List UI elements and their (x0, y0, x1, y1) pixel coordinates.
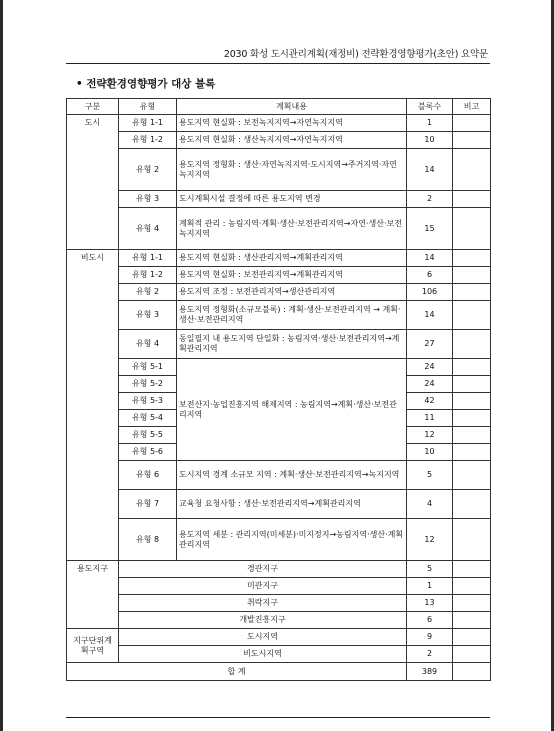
remarks-cell (453, 115, 491, 132)
group-label: 도시 (67, 115, 119, 250)
content-cell: 용도지역 세분 : 관리지역(미세분)·미지정지→농림지역·생산·계획관리지역 (177, 519, 407, 561)
district-label: 개발진흥지구 (119, 612, 407, 629)
table-row (67, 330, 491, 359)
district-label: 도시지역 (119, 629, 407, 646)
remarks-cell (453, 393, 491, 410)
count-cell: 14 (407, 149, 453, 191)
table-row (67, 519, 491, 561)
remarks-cell (453, 561, 491, 578)
district-label: 취락지구 (119, 595, 407, 612)
count-cell: 9 (407, 629, 453, 646)
type-cell: 유형 5-5 (119, 427, 177, 444)
table-row (67, 115, 491, 132)
group-label: 지구단위계획구역 (67, 629, 119, 663)
type-cell: 유형 5-4 (119, 410, 177, 427)
type-cell: 유형 7 (119, 490, 177, 519)
count-cell: 6 (407, 267, 453, 284)
content-cell: 도시계획시설 결정에 따른 용도지역 변경 (177, 191, 407, 208)
type-cell: 유형 2 (119, 284, 177, 301)
table-row (67, 284, 491, 301)
type-cell: 유형 1-1 (119, 250, 177, 267)
remarks-cell (453, 427, 491, 444)
type-cell: 유형 3 (119, 191, 177, 208)
count-cell: 15 (407, 208, 453, 250)
table-row (67, 461, 491, 490)
remarks-cell (453, 301, 491, 330)
content-cell: 용도지역 현실화 : 생산녹지지역→자연녹지지역 (177, 132, 407, 149)
remarks-cell (453, 646, 491, 663)
type-cell: 유형 5-6 (119, 444, 177, 461)
remarks-cell (453, 663, 491, 681)
content-cell: 용도지역 현실화 : 생산관리지역→계획관리지역 (177, 250, 407, 267)
table-header-row (67, 99, 491, 115)
type-cell: 유형 2 (119, 149, 177, 191)
type-cell: 유형 3 (119, 301, 177, 330)
type-cell: 유형 1-2 (119, 267, 177, 284)
type-cell: 유형 1-2 (119, 132, 177, 149)
header-category: 구분 (67, 99, 119, 115)
table-row (67, 250, 491, 267)
count-cell: 11 (407, 410, 453, 427)
table-row (67, 561, 491, 578)
content-cell: 용도지역 현실화 : 보전관리지역→계획관리지역 (177, 267, 407, 284)
remarks-cell (453, 250, 491, 267)
remarks-cell (453, 359, 491, 376)
table-row (67, 578, 491, 595)
count-cell: 27 (407, 330, 453, 359)
count-cell: 24 (407, 376, 453, 393)
count-cell: 12 (407, 427, 453, 444)
remarks-cell (453, 612, 491, 629)
group-label: 용도지구 (67, 561, 119, 629)
count-cell: 24 (407, 359, 453, 376)
type-cell: 유형 4 (119, 330, 177, 359)
content-cell: 도시지역 경계 소규모 지역 : 계획·생산·보전관리지역→녹지지역 (177, 461, 407, 490)
document-header: 2030 화성 도시관리계획(재정비) 전략환경영향평가(초안) 요약문 (223, 49, 488, 60)
total-label: 합 계 (67, 663, 407, 681)
table-row (67, 490, 491, 519)
total-count: 389 (407, 663, 453, 681)
table-row (67, 359, 491, 376)
header-type: 유형 (119, 99, 177, 115)
header-content: 계획내용 (177, 99, 407, 115)
remarks-cell (453, 578, 491, 595)
section-title: • 전략환경영향평가 대상 블록 (76, 78, 216, 90)
district-label: 비도시지역 (119, 646, 407, 663)
count-cell: 2 (407, 191, 453, 208)
remarks-cell (453, 376, 491, 393)
header-count: 블록수 (407, 99, 453, 115)
content-cell: 용도지역 정형화 : 생산·자연녹지지역·도시지역→주거지역·자연녹지지역 (177, 149, 407, 191)
count-cell: 4 (407, 490, 453, 519)
table-row (67, 646, 491, 663)
content-cell: 용도지역 현실화 : 보전녹지지역→자연녹지지역 (177, 115, 407, 132)
table-row (67, 208, 491, 250)
content-cell: 동일필지 내 용도지역 단일화 : 농림지역·생산·보전관리지역→계획관리지역 (177, 330, 407, 359)
count-cell: 5 (407, 461, 453, 490)
count-cell: 1 (407, 578, 453, 595)
remarks-cell (453, 191, 491, 208)
block-table (66, 98, 491, 681)
table-row (67, 267, 491, 284)
remarks-cell (453, 595, 491, 612)
type-cell: 유형 5-2 (119, 376, 177, 393)
header-remarks: 비고 (453, 99, 491, 115)
remarks-cell (453, 330, 491, 359)
type-cell: 유형 1-1 (119, 115, 177, 132)
table-row (67, 191, 491, 208)
header-rule (66, 63, 490, 64)
remarks-cell (453, 284, 491, 301)
count-cell: 12 (407, 519, 453, 561)
remarks-cell (453, 629, 491, 646)
remarks-cell (453, 519, 491, 561)
total-row (67, 663, 491, 681)
remarks-cell (453, 267, 491, 284)
count-cell: 2 (407, 646, 453, 663)
type-cell: 유형 5-1 (119, 359, 177, 376)
remarks-cell (453, 444, 491, 461)
remarks-cell (453, 461, 491, 490)
district-label: 경관지구 (119, 561, 407, 578)
type-cell: 유형 4 (119, 208, 177, 250)
count-cell: 5 (407, 561, 453, 578)
count-cell: 1 (407, 115, 453, 132)
remarks-cell (453, 490, 491, 519)
content-cell: 교육청 요청사항 : 생산·보전관리지역→계획관리지역 (177, 490, 407, 519)
table-row (67, 612, 491, 629)
district-label: 미관지구 (119, 578, 407, 595)
count-cell: 14 (407, 250, 453, 267)
content-cell: 용도지역 조정 : 보전관리지역→생산관리지역 (177, 284, 407, 301)
count-cell: 10 (407, 132, 453, 149)
table-row (67, 149, 491, 191)
remarks-cell (453, 149, 491, 191)
table-row (67, 629, 491, 646)
footer-rule (66, 717, 490, 718)
type-cell: 유형 5-3 (119, 393, 177, 410)
group-label: 비도시 (67, 250, 119, 561)
remarks-cell (453, 208, 491, 250)
count-cell: 42 (407, 393, 453, 410)
remarks-cell (453, 410, 491, 427)
count-cell: 106 (407, 284, 453, 301)
page-border-left (0, 0, 3, 731)
table-row (67, 301, 491, 330)
table-row (67, 595, 491, 612)
count-cell: 13 (407, 595, 453, 612)
count-cell: 6 (407, 612, 453, 629)
content-cell-type5: 보전산지·농업진흥지역 해제지역 : 농림지역→계획·생산·보전관리지역 (177, 359, 407, 461)
type-cell: 유형 8 (119, 519, 177, 561)
type-cell: 유형 6 (119, 461, 177, 490)
remarks-cell (453, 132, 491, 149)
content-cell: 계획적 관리 : 농림지역·계획·생산·보전관리지역→자연·생산·보전녹지지역 (177, 208, 407, 250)
count-cell: 14 (407, 301, 453, 330)
table-row (67, 132, 491, 149)
count-cell: 10 (407, 444, 453, 461)
content-cell: 용도지역 정형화(소규모블록) : 계획·생산·보전관리지역 → 계획·생산·보전관리지역 (177, 301, 407, 330)
